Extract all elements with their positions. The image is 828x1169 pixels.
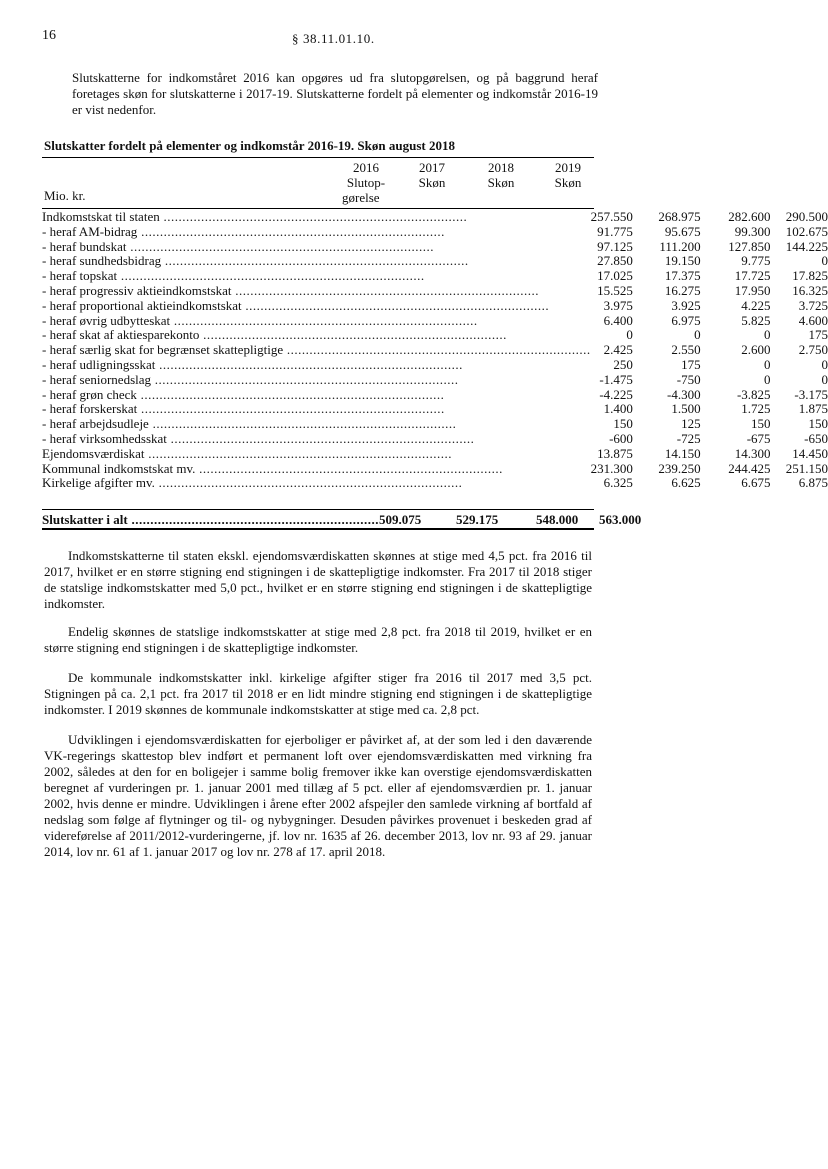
cell-2019: 150 — [808, 416, 828, 432]
cell-2016: 91.775 — [597, 223, 633, 239]
cell-2016: 17.025 — [597, 268, 633, 284]
row-label: - heraf grøn check — [42, 387, 137, 402]
row-label: Indkomstskat til staten — [42, 210, 160, 224]
col-2016-year: 2016 — [353, 160, 379, 175]
table-row — [42, 210, 828, 225]
cell-2016: 13.875 — [597, 445, 633, 461]
cell-2016: 15.525 — [597, 282, 633, 298]
leader-dots: ................................................................................. — [231, 283, 540, 298]
col-header-2018 — [471, 160, 531, 190]
body-paragraph-1: Indkomstskatterne til staten ekskl. ejendomsværdiskatten skønnes at stige med 4,5 pct. fra 2016 til 2017, hvilket er en større stigning end stigningen i de skattepligtige indkomster. Fra 2017 til 2018 stiger de statslige indkomstskatter med 5,0 pct., hvilket er en større stigning end stigningen i de skattepligtige indkomster. — [44, 548, 592, 611]
table-row — [42, 388, 828, 403]
row-label-cell — [42, 358, 591, 373]
cell-2017: 0 — [694, 327, 701, 343]
cell-2018: 14.300 — [734, 445, 771, 461]
cell-2017: -4.300 — [667, 386, 701, 402]
cell-2016: 2.425 — [603, 342, 633, 358]
row-label: - heraf særlig skat for begrænset skattepligtige — [42, 343, 284, 358]
row-label: - heraf topskat — [42, 269, 118, 284]
row-label-cell — [42, 402, 591, 417]
cell-2019: 2.750 — [798, 342, 828, 358]
cell-2019: 4.600 — [798, 312, 828, 328]
page-number: 16 — [42, 28, 56, 43]
row-label: - heraf bundskat — [42, 239, 127, 254]
leader-dots: ................................................................................. — [166, 431, 475, 446]
table-rule-top — [42, 157, 594, 158]
cell-2016: 257.550 — [590, 209, 633, 224]
body-paragraph-2: Endelig skønnes de statslige indkomstskatter at stige med 2,8 pct. fra 2018 til 2019, hvilket er en større stigning end stigningen i de skattepligtige indkomster. — [44, 624, 592, 655]
cell-2019: 102.675 — [785, 223, 828, 239]
col-2016-line2: Slutop- — [346, 175, 386, 190]
cell-2017: 1.500 — [671, 401, 701, 417]
cell-2019: 0 — [821, 356, 828, 372]
leader-dots: ................................................................................. — [126, 239, 434, 254]
cell-2017: 95.675 — [664, 223, 701, 239]
col-header-2019 — [541, 160, 595, 190]
data-table-body — [42, 210, 828, 491]
table-row — [42, 299, 828, 314]
cell-2016: 250 — [613, 356, 633, 372]
cell-2018: 2.600 — [741, 342, 771, 358]
cell-2017: 2.550 — [671, 342, 701, 358]
cell-2017: 125 — [681, 416, 701, 432]
table-row — [42, 254, 828, 269]
cell-2016: 3.975 — [603, 297, 633, 313]
cell-2017: 17.375 — [664, 268, 701, 284]
row-label-cell — [42, 328, 591, 343]
row-label: - heraf progressiv aktieindkomstskat — [42, 283, 232, 298]
cell-2018: -3.825 — [736, 386, 771, 402]
row-label-cell — [42, 284, 591, 299]
cell-2017: 111.200 — [659, 238, 701, 254]
cell-2017: 268.975 — [658, 209, 701, 224]
row-label: - heraf arbejdsudleje — [42, 417, 149, 432]
row-label: - heraf sundhedsbidrag — [42, 254, 162, 269]
row-label-cell — [42, 476, 591, 491]
cell-2017: 3.925 — [671, 297, 701, 313]
cell-2018: 0 — [764, 371, 771, 387]
table-rule-bottom — [42, 528, 594, 530]
cell-2019: 16.325 — [792, 282, 828, 298]
cell-2016: 1.400 — [603, 401, 633, 417]
leader-dots: ................................................................................. — [151, 372, 459, 387]
section-reference: § 38.11.01.10. — [292, 31, 375, 46]
leader-dots: .................................................................. — [127, 512, 379, 527]
leader-dots: ................................................................................. — [195, 461, 503, 476]
cell-2018: 150 — [751, 416, 771, 432]
table-row — [42, 476, 828, 491]
cell-2019: 290.500 — [785, 209, 828, 224]
cell-2016: -600 — [609, 430, 633, 446]
cell-2018: 99.300 — [734, 223, 771, 239]
cell-2016: -1.475 — [599, 371, 633, 387]
table-title: Slutskatter fordelt på elementer og indkomstår 2016-19. Skøn august 2018 — [44, 138, 455, 153]
table-row — [42, 269, 828, 284]
leader-dots: ................................................................................. — [170, 313, 478, 328]
leader-dots: ................................................................................. — [137, 224, 445, 239]
cell-2017: 14.150 — [664, 445, 701, 461]
cell-2019: -650 — [804, 430, 828, 446]
cell-2017: -750 — [676, 371, 701, 387]
cell-2017: 175 — [681, 356, 701, 372]
cell-2019: 3.725 — [798, 297, 828, 313]
leader-dots: ................................................................................. — [199, 328, 507, 343]
leader-dots: ................................................................................. — [137, 402, 445, 417]
leader-dots: ................................................................................. — [136, 387, 445, 402]
cell-2018: 4.225 — [741, 297, 771, 313]
col-2017-year: 2017 — [419, 160, 445, 175]
body-paragraph-3: De kommunale indkomstskatter inkl. kirkelige afgifter stiger fra 2016 til 2017 med 3,5 pct. Stigningen på ca. 2,1 pct. fra 2017 til 2018 er en lidt mindre stigning end stigningen i de skattepligtige indkomster. I 2019 skønnes de kommunale indkomstskatter at stige med ca. 2,8 pct. — [44, 670, 592, 717]
cell-2017: -725 — [676, 430, 701, 446]
cell-2018: 244.425 — [728, 460, 771, 476]
row-label: Ejendomsværdiskat — [42, 446, 145, 461]
cell-2018: 6.675 — [741, 475, 771, 491]
col-header-2016 — [342, 160, 390, 205]
row-label-cell — [42, 240, 591, 255]
cell-2017: 16.275 — [664, 282, 701, 298]
table-row — [42, 225, 828, 240]
table-row — [42, 402, 828, 417]
table-row — [42, 328, 828, 343]
row-label-cell — [42, 388, 591, 403]
cell-2016: -4.225 — [599, 386, 633, 402]
table-rule-sum — [42, 509, 594, 510]
cell-2017: 6.625 — [671, 475, 701, 491]
row-label: - heraf øvrig udbytteskat — [42, 313, 171, 328]
cell-2019: 17.825 — [792, 268, 828, 284]
intro-paragraph: Slutskatterne for indkomståret 2016 kan opgøres ud fra slutopgørelsen, og på baggrund heraf foretages skøn for slutskatterne i 2017-19. Slutskatterne fordelt på elementer og indkomstår 2016-19 er vist nedenfor. — [72, 70, 598, 117]
cell-2016: 6.400 — [603, 312, 633, 328]
table-row — [42, 373, 828, 388]
cell-2019: 14.450 — [792, 445, 828, 461]
row-label: - heraf AM-bidrag — [42, 224, 138, 239]
cell-2017: 6.975 — [671, 312, 701, 328]
table-row — [42, 417, 828, 432]
col-header-2017 — [404, 160, 460, 190]
cell-2019: 144.225 — [785, 238, 828, 254]
row-label-cell — [42, 343, 591, 358]
col-2019-line2: Skøn — [554, 175, 582, 190]
table-row — [42, 432, 828, 447]
cell-2016: 27.850 — [597, 253, 633, 269]
cell-2018: 17.725 — [734, 268, 771, 284]
total-2017: 529.175 — [455, 512, 499, 527]
cell-2019: 251.150 — [785, 460, 828, 476]
cell-2016: 6.325 — [603, 475, 633, 491]
cell-2019: -3.175 — [794, 386, 828, 402]
table-row — [42, 462, 828, 477]
leader-dots: ................................................................................. — [283, 343, 591, 358]
data-table — [42, 210, 828, 491]
row-label: - heraf udligningsskat — [42, 357, 156, 372]
table-row — [42, 284, 828, 299]
cell-2018: 9.775 — [741, 253, 771, 269]
cell-2016: 231.300 — [590, 460, 633, 476]
table-row — [42, 358, 828, 373]
cell-2016: 97.125 — [597, 238, 633, 254]
row-label-cell — [42, 210, 591, 225]
leader-dots: ................................................................................. — [144, 446, 453, 461]
table-rule-header — [42, 208, 594, 209]
total-table — [42, 512, 641, 527]
col-2016-line3: gørelse — [342, 190, 380, 205]
unit-label: Mio. kr. — [44, 188, 86, 203]
row-label: - heraf forskerskat — [42, 402, 138, 417]
cell-2016: 0 — [626, 327, 633, 343]
row-label-cell — [42, 462, 591, 477]
row-label-cell — [42, 417, 591, 432]
table-row — [42, 447, 828, 462]
table-row — [42, 343, 828, 358]
cell-2018: 1.725 — [741, 401, 771, 417]
cell-2017: 239.250 — [658, 460, 701, 476]
cell-2019: 6.875 — [798, 475, 828, 491]
body-paragraph-4: Udviklingen i ejendomsværdiskatten for ejerboliger er påvirket af, at der som led i den daværende VK-regerings skattestop blev indført et permanent loft over ejendomsværdiskatten med virkning fra 2002, således at den for en boligejer i samme bolig fremover ikke kan overstige ejendomsværdiskatten beregnet af vurderingen pr. 1. januar 2001 med tillæg af 5 pct. eller af ejendomsværdien pr. 1. januar 2002, hvis denne er mindre. Udviklingen i årene efter 2002 afspejler den samlede virkning af bortfald af nedslag som følge af flytninger og til- og nybygninger. Desuden påvirkes provenuet i beskeden grad af videreførelse af 2011/2012-vurderingerne, jf. lov nr. 1635 af 26. december 2013, lov nr. 93 af 29. januar 2014, lov nr. 61 af 1. januar 2017 og lov nr. 278 af 17. april 2018. — [44, 732, 592, 859]
cell-2019: 0 — [821, 371, 828, 387]
row-label: Kommunal indkomstskat mv. — [42, 461, 196, 476]
cell-2016: 150 — [613, 416, 633, 432]
cell-2018: 0 — [764, 356, 771, 372]
cell-2017: 19.150 — [664, 253, 701, 269]
leader-dots: ................................................................................. — [241, 298, 550, 313]
leader-dots: ................................................................................. — [159, 210, 468, 224]
col-2019-year: 2019 — [555, 160, 581, 175]
cell-2018: 5.825 — [741, 312, 771, 328]
leader-dots: ................................................................................. — [117, 269, 425, 284]
cell-2018: 127.850 — [728, 238, 771, 254]
cell-2018: 0 — [764, 327, 771, 343]
leader-dots: ................................................................................. — [148, 417, 457, 432]
table-row — [42, 314, 828, 329]
total-row — [42, 512, 641, 527]
total-label: Slutskatter i alt — [42, 512, 128, 527]
total-2016: 509.075 — [378, 512, 422, 527]
total-2019: 563.000 — [598, 512, 642, 527]
row-label: - heraf virksomhedsskat — [42, 431, 167, 446]
col-2018-line2: Skøn — [487, 175, 515, 190]
row-label-cell — [42, 269, 591, 284]
row-label: Kirkelige afgifter mv. — [42, 476, 155, 491]
row-label: - heraf skat af aktiesparekonto — [42, 328, 200, 343]
leader-dots: ................................................................................. — [155, 357, 463, 372]
total-label-cell — [42, 512, 379, 527]
row-label-cell — [42, 432, 591, 447]
row-label-cell — [42, 299, 591, 314]
row-label-cell — [42, 225, 591, 240]
col-2017-line2: Skøn — [418, 175, 446, 190]
total-2018: 548.000 — [535, 512, 579, 527]
leader-dots: ................................................................................. — [154, 476, 463, 491]
col-2018-year: 2018 — [488, 160, 514, 175]
cell-2019: 1.875 — [798, 401, 828, 417]
row-label: - heraf proportional aktieindkomstskat — [42, 298, 242, 313]
cell-2019: 175 — [808, 327, 828, 343]
cell-2018: 282.600 — [728, 209, 771, 224]
cell-2019: 0 — [821, 253, 828, 269]
cell-2018: 17.950 — [734, 282, 771, 298]
row-label-cell — [42, 373, 591, 388]
leader-dots: ................................................................................. — [161, 254, 469, 269]
row-label-cell — [42, 447, 591, 462]
cell-2018: -675 — [746, 430, 771, 446]
row-label-cell — [42, 314, 591, 329]
row-label: - heraf seniornedslag — [42, 372, 152, 387]
table-row — [42, 240, 828, 255]
row-label-cell — [42, 254, 591, 269]
